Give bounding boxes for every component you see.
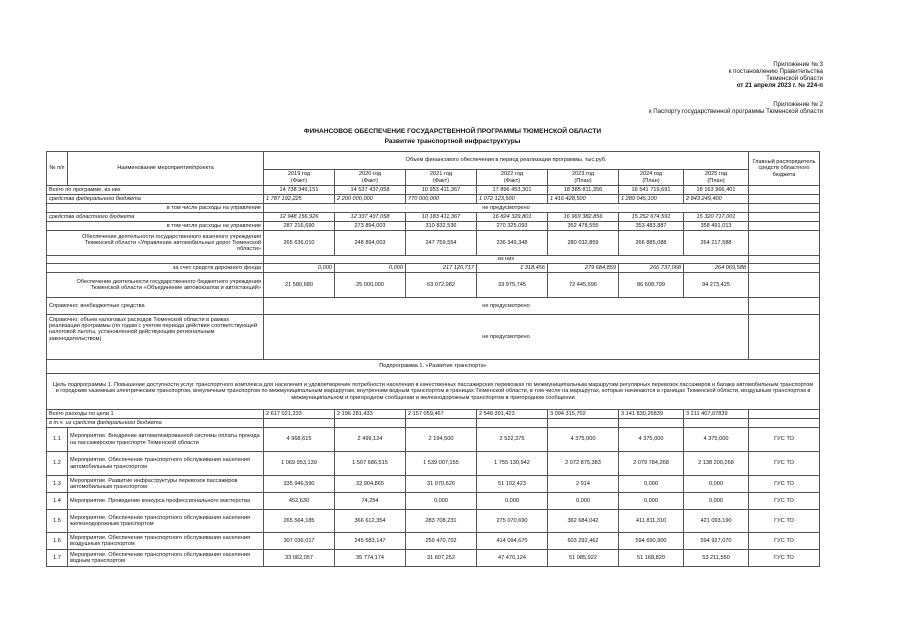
value-cell: 25 000,000 — [335, 273, 406, 298]
value-cell: 16 969 382,856 — [548, 213, 619, 222]
value-cell: 247 759,554 — [406, 231, 477, 256]
value-cell: 2 079 784,268 — [619, 452, 684, 476]
value-cell: 358 491,013 — [684, 222, 749, 231]
empty-cell — [335, 419, 406, 428]
value-cell: 1 069 953,139 — [264, 452, 335, 476]
row-of-them — [47, 256, 820, 264]
col-header-name: Наименование мероприятия/проекта — [68, 152, 264, 186]
year-label: 2021 год — [429, 171, 453, 178]
appendix-3-block — [729, 61, 823, 89]
item-name: Мероприятие. Обеспечение транспортного обслуживания населения водным транспортом — [68, 550, 264, 567]
value-cell: 594 927,070 — [684, 533, 749, 550]
value-cell: 270 325,093 — [477, 222, 548, 231]
year-header — [406, 170, 477, 186]
year-kind: (План) — [642, 177, 660, 184]
year-header — [619, 170, 684, 186]
value-cell: 3 211 407,07839 — [684, 410, 749, 419]
value-cell: 53 211,550 — [684, 550, 749, 567]
value-cell: 1 539 007,155 — [406, 452, 477, 476]
value-cell: 2 499,124 — [335, 428, 406, 452]
row-mgmt-none — [47, 204, 820, 213]
value-cell: 266 737,068 — [619, 264, 684, 273]
empty-cell — [406, 419, 477, 428]
value-cell: 0,000 — [684, 476, 749, 493]
empty-cell — [749, 222, 820, 231]
value-cell: 10 183 411,367 — [406, 213, 477, 222]
subprogram-title: Подпрограмма 1. «Развитие транспорта» — [47, 360, 820, 374]
value-cell: 421 093,190 — [684, 510, 749, 533]
row-mgmt — [47, 222, 820, 231]
appendix-3-line2: к постановлению Правительства — [728, 68, 823, 75]
value-cell: 4 375,000 — [684, 428, 749, 452]
empty-cell — [749, 204, 820, 213]
value-cell: 12 337 437,058 — [335, 213, 406, 222]
value-cell: 94 273,425 — [684, 273, 749, 298]
item-name: Мероприятие. Внедрение автоматизированной системы оплаты проезда на пассажирском транспорте Тюменской области — [68, 428, 264, 452]
value-cell: 0,000 — [477, 493, 548, 510]
value-cell: 72 445,696 — [548, 273, 619, 298]
value-cell: 2 522,375 — [477, 428, 548, 452]
merged-note: из них — [264, 256, 749, 264]
value-cell: 16 824 329,801 — [477, 213, 548, 222]
row-tax — [47, 315, 820, 360]
year-label: 2023 год — [571, 171, 595, 178]
item-name: Мероприятие. Обеспечение транспортного обслуживания населения воздушным транспортом — [68, 533, 264, 550]
value-cell: 335 946,590 — [264, 476, 335, 493]
value-cell: 47 470,124 — [477, 550, 548, 567]
empty-cell — [749, 273, 820, 298]
value-cell: 2 157 059,467 — [406, 410, 477, 419]
value-cell: 1 289 045,100 — [619, 195, 684, 204]
value-cell: 287 216,690 — [264, 222, 335, 231]
empty-cell — [749, 410, 820, 419]
empty-cell — [684, 419, 749, 428]
item-manager: ГУС ТО — [749, 452, 820, 476]
value-cell: 74,254 — [335, 493, 406, 510]
col-header-manager: Главный распорядитель средств областного бюджета — [749, 152, 820, 186]
empty-cell — [749, 256, 820, 264]
year-kind: (Факт) — [290, 177, 308, 184]
value-cell: 51 102,423 — [477, 476, 548, 493]
value-cell: 275 070,690 — [477, 510, 548, 533]
empty-cell — [264, 419, 335, 428]
value-cell: 86 608,799 — [619, 273, 684, 298]
value-cell: 14 738 349,151 — [264, 186, 335, 195]
value-cell: 17 896 453,301 — [477, 186, 548, 195]
value-cell: 4 375,000 — [548, 428, 619, 452]
appendix-2-title: Приложение № 2 — [773, 101, 823, 108]
value-cell: 265 564,185 — [264, 510, 335, 533]
row-regional — [47, 213, 820, 222]
row-label: за счет средств дорожного фонда — [47, 264, 264, 273]
row-incl-federal — [47, 419, 820, 428]
row-label: Всего расходы по цели 1 — [47, 410, 264, 419]
empty-cell — [749, 231, 820, 256]
value-cell: 259 470,702 — [406, 533, 477, 550]
value-cell: 0,000 — [548, 493, 619, 510]
value-cell: 0,000 — [406, 493, 477, 510]
table-row — [47, 428, 820, 452]
table-row — [47, 550, 820, 567]
value-cell: 0,000 — [335, 264, 406, 273]
value-cell: 362 684,042 — [548, 510, 619, 533]
value-cell: 352 478,555 — [548, 222, 619, 231]
merged-note: не предусмотрено — [264, 204, 749, 213]
item-num: 1.4 — [47, 493, 68, 510]
row-total-program — [47, 186, 820, 195]
row-label: в том числе расходы на управление — [47, 222, 264, 231]
value-cell: 14 537 437,058 — [335, 186, 406, 195]
table-row — [47, 510, 820, 533]
merged-note: не предусмотрено — [264, 298, 749, 315]
row-label: средства федерального бюджета — [47, 195, 264, 204]
value-cell: 1 318,456 — [477, 264, 548, 273]
value-cell: 280 032,859 — [548, 231, 619, 256]
row-label: в т.ч. из средств федерального бюджета — [47, 419, 264, 428]
value-cell: 51 085,922 — [548, 550, 619, 567]
value-cell: 33 062,057 — [264, 550, 335, 567]
row-gku-roads — [47, 231, 820, 256]
value-cell: 63 072,982 — [406, 273, 477, 298]
table-row — [47, 493, 820, 510]
value-cell: 307 036,017 — [264, 533, 335, 550]
value-cell: 10 953 411,367 — [406, 186, 477, 195]
value-cell: 366 612,354 — [335, 510, 406, 533]
year-label: 2022 год — [500, 171, 524, 178]
year-header — [477, 170, 548, 186]
item-num: 1.1 — [47, 428, 68, 452]
value-cell: 264 217,588 — [684, 231, 749, 256]
row-label: Обеспечение деятельности государственного казенного учреждения Тюменской области «Управление автомобильных дорог Тюменской области» — [47, 231, 264, 256]
value-cell: 15 252 674,591 — [619, 213, 684, 222]
item-name: Мероприятие. Обеспечение транспортного обслуживания населения железнодорожным транспортом — [68, 510, 264, 533]
item-num: 1.3 — [47, 476, 68, 493]
empty-cell — [749, 315, 820, 360]
value-cell: 603 292,462 — [548, 533, 619, 550]
value-cell: 353 483,887 — [619, 222, 684, 231]
value-cell: 0,000 — [264, 264, 335, 273]
item-name: Мероприятие. Обеспечение транспортного обслуживания населения автомобильным транспортом — [68, 452, 264, 476]
year-kind: (План) — [707, 177, 725, 184]
value-cell: 3 141 830,26839 — [619, 410, 684, 419]
value-cell: 2 196 281,433 — [335, 410, 406, 419]
value-cell: 217 120,717 — [406, 264, 477, 273]
empty-cell — [477, 419, 548, 428]
subprogram-goal: Цель подпрограммы 1. Повышение доступности услуг транспортного комплекса для населения и удовлетворение потребности населения в качественных пассажирских перевозках по межмуниципальным маршрутам регулярных перевозок пассажиров и багажа автомобильным транспортом и городским наземным электрическим транспортом, внеуличным транспортом по межмуниципальным маршрутам, внутренним водным транспортом в границах Тюменской области, в том числе на маршрутах, которые начинаются в границах Тюменской области, воздушным транспортом в межмуниципальном и пригородном сообщении и железнодорожным транспортом в пригородном сообщении — [47, 374, 820, 410]
value-cell: 1 072 123,500 — [477, 195, 548, 204]
value-cell: 21 580,680 — [264, 273, 335, 298]
value-cell: 245 583,147 — [335, 533, 406, 550]
row-federal — [47, 195, 820, 204]
row-label: Обеспечение деятельности государственного бюджетного учреждения Тюменской области «Объединение автовокзалов и автостанций» — [47, 273, 264, 298]
item-num: 1.2 — [47, 452, 68, 476]
row-subprogram — [47, 360, 820, 374]
row-label — [47, 256, 264, 264]
value-cell: 31 070,626 — [406, 476, 477, 493]
appendix-3-date: от 21 апреля 2023 г. № 224-п — [736, 82, 823, 89]
value-cell: 2 200 000,000 — [335, 195, 406, 204]
col-header-volume: Объем финансового обеспечения в период реализации программы, тыс.руб. — [264, 152, 749, 170]
year-label: 2019 год — [287, 171, 311, 178]
item-name: Мероприятие. Развитие инфраструктуры перевозок пассажиров автомобильным транспортом — [68, 476, 264, 493]
value-cell: 264 069,588 — [684, 264, 749, 273]
value-cell: 266 885,088 — [619, 231, 684, 256]
row-label: Справочно: объем налоговых расходов Тюменской области в рамках реализации программы (по годам с учетом периода действия соответствующей налоговой льготы, установленной действующим региональным законодательством) — [47, 315, 264, 360]
value-cell: 248 894,003 — [335, 231, 406, 256]
value-cell: 0,000 — [684, 493, 749, 510]
item-manager: ГУС ТО — [749, 550, 820, 567]
appendix-3-title: Приложение № 3 — [773, 61, 823, 68]
value-cell: 16 541 719,691 — [619, 186, 684, 195]
row-label: Всего по программе, из них — [47, 186, 264, 195]
value-cell: 452,630 — [264, 493, 335, 510]
row-label: в том числе расходы на управление — [47, 204, 264, 213]
value-cell: 32 904,865 — [335, 476, 406, 493]
merged-note: не предусмотрено — [264, 315, 749, 360]
row-road-fund — [47, 264, 820, 273]
value-cell: 2 072 875,383 — [548, 452, 619, 476]
value-cell: 594 690,900 — [619, 533, 684, 550]
empty-cell — [749, 186, 820, 195]
empty-cell — [749, 213, 820, 222]
value-cell: 2 617 021,233 — [264, 410, 335, 419]
value-cell: 1 507 686,515 — [335, 452, 406, 476]
empty-cell — [749, 195, 820, 204]
value-cell: 1 787 192,225 — [264, 195, 335, 204]
value-cell: 12 948 156,926 — [264, 213, 335, 222]
item-num: 1.6 — [47, 533, 68, 550]
value-cell: 414 094,670 — [477, 533, 548, 550]
value-cell: 265 636,010 — [264, 231, 335, 256]
item-name: Мероприятие. Проведение конкурса профессионального мастерства — [68, 493, 264, 510]
item-manager: ГУС ТО — [749, 510, 820, 533]
value-cell: 2 914 — [548, 476, 619, 493]
value-cell: 2 194,500 — [406, 428, 477, 452]
value-cell: 18 163 966,401 — [684, 186, 749, 195]
item-num: 1.7 — [47, 550, 68, 567]
value-cell: 0,000 — [619, 476, 684, 493]
value-cell: 411 811,310 — [619, 510, 684, 533]
empty-cell — [749, 298, 820, 315]
year-header — [264, 170, 335, 186]
value-cell: 310 832,536 — [406, 222, 477, 231]
appendix-3-line3: Тюменской области — [766, 75, 823, 82]
value-cell: 31 607,252 — [406, 550, 477, 567]
empty-cell — [619, 419, 684, 428]
year-kind: (Факт) — [432, 177, 450, 184]
empty-cell — [548, 419, 619, 428]
value-cell: 2 138 200,268 — [684, 452, 749, 476]
item-manager: ГУС ТО — [749, 476, 820, 493]
row-label: Справочно: внебюджетные средства — [47, 298, 264, 315]
year-header — [684, 170, 749, 186]
value-cell: 4 375,000 — [619, 428, 684, 452]
value-cell: 1 755 130,942 — [477, 452, 548, 476]
item-num: 1.5 — [47, 510, 68, 533]
year-header — [548, 170, 619, 186]
item-manager: ГУС ТО — [749, 493, 820, 510]
empty-cell — [749, 419, 820, 428]
table-row — [47, 476, 820, 493]
value-cell: 770 000,000 — [406, 195, 477, 204]
row-goal — [47, 374, 820, 410]
item-manager: ГУС ТО — [749, 533, 820, 550]
value-cell: 1 416 428,500 — [548, 195, 619, 204]
value-cell: 279 684,859 — [548, 264, 619, 273]
year-label: 2024 год — [639, 171, 663, 178]
table-row — [47, 533, 820, 550]
year-kind: (Факт) — [503, 177, 521, 184]
page-subtitle: Развитие транспортной инфраструктуры — [384, 138, 521, 145]
value-cell: 35 774,174 — [335, 550, 406, 567]
value-cell: 0,000 — [619, 493, 684, 510]
value-cell: 273 894,003 — [335, 222, 406, 231]
year-kind: (Факт) — [361, 177, 379, 184]
value-cell: 283 708,231 — [406, 510, 477, 533]
value-cell: 4 968,615 — [264, 428, 335, 452]
row-goal-total — [47, 410, 820, 419]
row-label: средства областного бюджета — [47, 213, 264, 222]
page-title: ФИНАНСОВОЕ ОБЕСПЕЧЕНИЕ ГОСУДАРСТВЕННОЙ ПРОГРАММЫ ТЮМЕНСКОЙ ОБЛАСТИ — [303, 128, 602, 135]
value-cell: 18 385 811,356 — [548, 186, 619, 195]
appendix-2-line2: к Паспорту государственной программы Тюменской области — [648, 108, 823, 115]
value-cell: 15 320 717,001 — [684, 213, 749, 222]
value-cell: 33 975,745 — [477, 273, 548, 298]
empty-cell — [749, 264, 820, 273]
value-cell: 2 843 249,400 — [684, 195, 749, 204]
table-row — [47, 452, 820, 476]
value-cell: 236 349,348 — [477, 231, 548, 256]
value-cell: 51 168,820 — [619, 550, 684, 567]
year-label: 2020 год — [358, 171, 382, 178]
year-kind: (План) — [574, 177, 592, 184]
row-offbudget — [47, 298, 820, 315]
value-cell: 3 094 315,702 — [548, 410, 619, 419]
item-manager: ГУС ТО — [749, 428, 820, 452]
value-cell: 2 548 391,423 — [477, 410, 548, 419]
financing-table — [46, 151, 820, 567]
appendix-2-block — [649, 101, 823, 115]
year-label: 2025 год — [704, 171, 728, 178]
col-header-num: № п/п — [47, 152, 68, 186]
row-gku-bus-stations — [47, 273, 820, 298]
year-header — [335, 170, 406, 186]
